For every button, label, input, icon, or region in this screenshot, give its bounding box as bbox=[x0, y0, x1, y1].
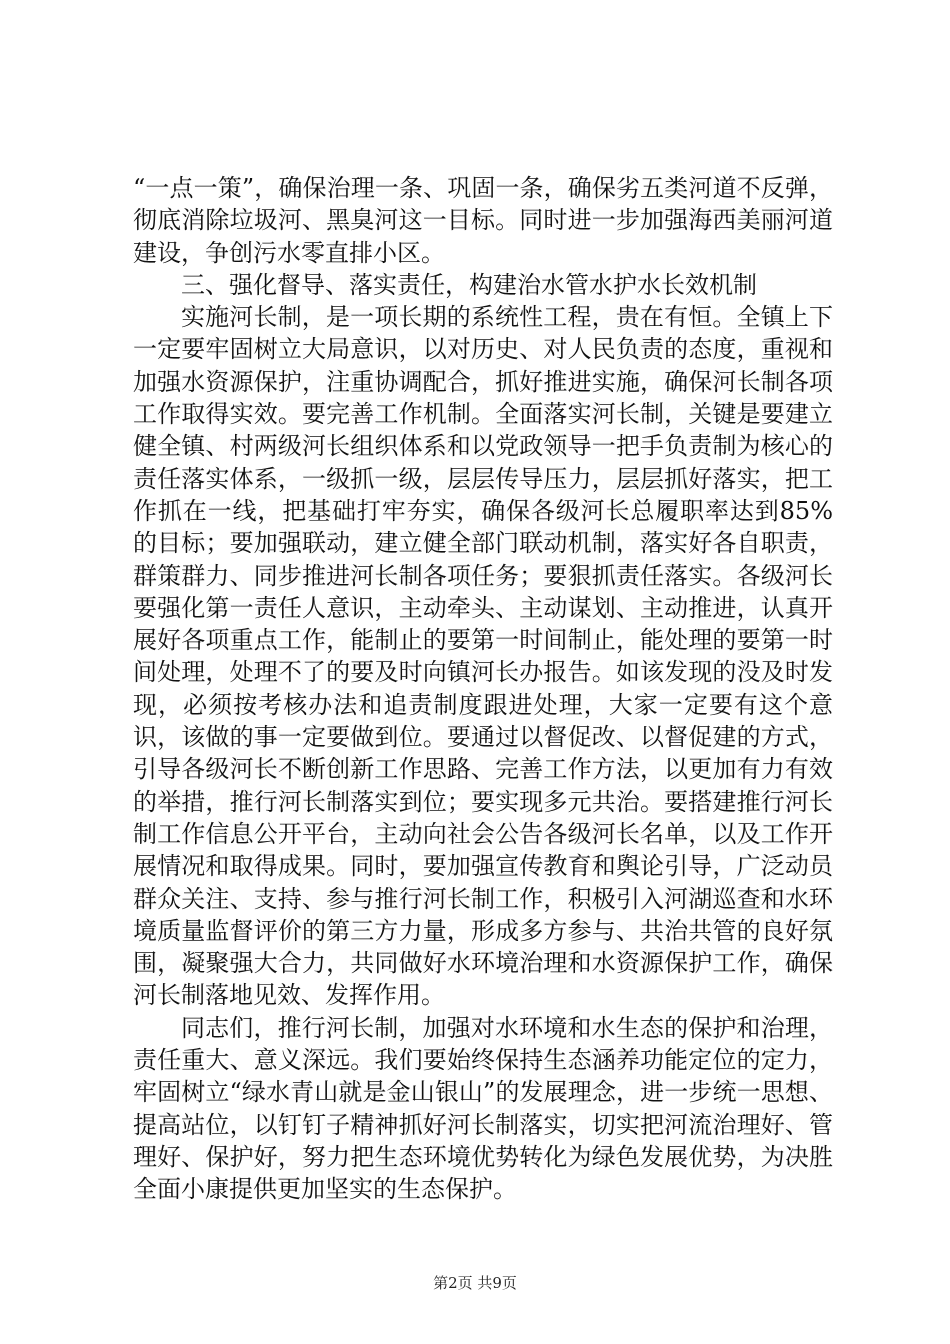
document-body bbox=[133, 172, 833, 1206]
paragraph-closing: 同志们，推行河长制，加强对水环境和水生态的保护和治理，责任重大、意义深远。我们要始终保持生态涵养功能定位的定力，牢固树立“绿水青山就是金山银山”的发展理念，进一步统一思想、提高站位，以钉钉子精神抓好河长制落实，切实把河流治理好、管理好、保护好，努力把生态环境优势转化为绿色发展优势，为决胜全面小康提供更加坚实的生态保护。 bbox=[133, 1013, 833, 1204]
page-footer: 第2页 共9页 bbox=[433, 1274, 517, 1292]
paragraph-continuation: “一点一策”，确保治理一条、巩固一条，确保劣五类河道不反弹，彻底消除垃圾河、黑臭河这一目标。同时进一步加强海西美丽河道建设，争创污水零直排小区。 bbox=[133, 174, 833, 267]
paragraph-main: 实施河长制，是一项长期的系统性工程，贵在有恒。全镇上下一定要牢固树立大局意识，以对历史、对人民负责的态度，重视和加强水资源保护，注重协调配合，抓好推进实施，确保河长制各项工作取得实效。要完善工作机制。全面落实河长制，关键是要建立健全镇、村两级河长组织体系和以党政领导一把手负责制为核心的责任落实体系，一级抓一级，层层传导压力，层层抓好落实，把工作抓在一线，把基础打牢夯实，确保各级河长总履职率达到85%的目标；要加强联动，建立健全部门联动机制，落实好各自职责，群策群力、同步推进河长制各项任务；要狠抓责任落实。各级河长要强化第一责任人意识，主动牵头、主动谋划、主动推进，认真开展好各项重点工作，能制止的要第一时间制止，能处理的要第一时间处理，处理不了的要及时向镇河长办报告。如该发现的没及时发现，必须按考核办法和追责制度跟进处理，大家一定要有这个意识，该做的事一定要做到位。要通过以督促改、以督促建的方式，引导各级河长不断创新工作思路、完善工作方法，以更加有力有效的举措，推行河长制落实到位；要实现多元共治。要搭建推行河长制工作信息公开平台，主动向社会公告各级河长名单，以及工作开展情况和取得成果。同时，要加强宣传教育和舆论引导，广泛动员群众关注、支持、参与推行河长制工作，积极引入河湖巡查和水环境质量监督评价的第三方力量，形成多方参与、共治共管的良好氛围，凝聚强大合力，共同做好水环境治理和水资源保护工作，确保河长制落地见效、发挥作用。 bbox=[133, 303, 833, 1010]
section-heading: 三、强化督导、落实责任，构建治水管水护水长效机制 bbox=[181, 270, 757, 299]
